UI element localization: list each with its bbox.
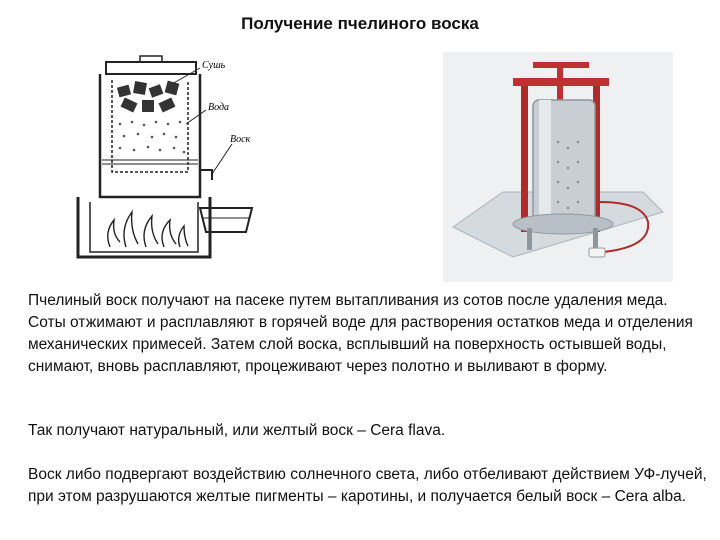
paragraph-yellow-wax: Так получают натуральный, или желтый воск – Cera flava. — [28, 422, 446, 439]
label-sush: Сушь — [202, 60, 226, 71]
page-title: Получение пчелиного воска — [241, 14, 479, 33]
wax-press-photo — [443, 52, 673, 282]
paragraph-production: Пчелиный воск получают на пасеке путем вытапливания из сотов после удаления меда. Соты отжимают и расплавляют в горячей воде для растворения остатков меда и отделения механических примесей. Затем слой воска, всплывший на поверхность остывшей воды, снимают, вновь расплавляют, процеживают через полотно и выливают в форму. — [28, 292, 693, 375]
label-voda: Вода — [208, 102, 230, 113]
wax-melter-diagram — [60, 52, 290, 262]
label-vosk: Воск — [230, 134, 251, 145]
paragraph-white-wax: Воск либо подвергают воздействию солнечного света, либо отбеливают действием УФ-лучей, при этом разрушаются желтые пигменты – каротины, и получается белый воск – Cera alba. — [28, 466, 707, 505]
